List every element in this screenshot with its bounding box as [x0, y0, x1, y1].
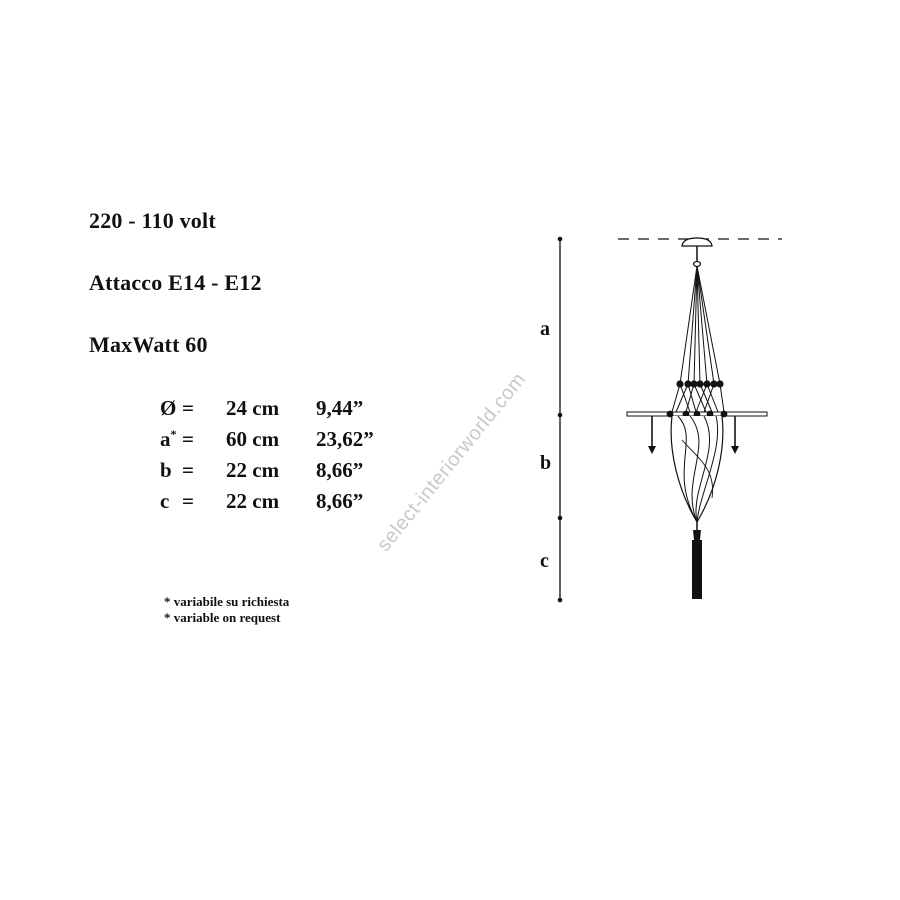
voltage-spec: 220 - 110 volt — [89, 208, 216, 233]
dimension-equals: = — [182, 427, 194, 451]
dimension-cm: 60 cm — [226, 427, 280, 451]
dimension-symbol: c — [160, 489, 170, 513]
dimension-label-b: b — [540, 452, 552, 474]
dimension-equals: = — [182, 458, 194, 482]
dimension-label-c: c — [540, 550, 549, 572]
max-watt-spec: MaxWatt 60 — [89, 332, 208, 357]
footnote-italian: * variabile su richiesta — [164, 594, 290, 609]
dimension-cm: 22 cm — [226, 489, 280, 513]
dimension-cm: 22 cm — [226, 458, 280, 482]
dimension-equals: = — [182, 489, 194, 513]
dimension-inch: 23,62” — [316, 427, 374, 451]
watermark: select-interiorworld.com — [372, 368, 531, 556]
dimension-equals: = — [182, 396, 194, 420]
cord-beads — [676, 380, 723, 387]
tassel — [692, 520, 702, 599]
dimension-cm: 24 cm — [226, 396, 280, 420]
dimension-inch: 9,44” — [316, 396, 364, 420]
socket-spec: Attacco E14 - E12 — [89, 270, 262, 295]
dimension-symbol: Ø — [160, 396, 177, 420]
dimension-label-a: a — [540, 318, 550, 340]
dimension-inch: 8,66” — [316, 489, 364, 513]
suspension-cords — [672, 266, 724, 412]
dimension-asterisk: * — [170, 427, 177, 441]
canopy — [682, 238, 712, 246]
dimension-inch: 8,66” — [316, 458, 364, 482]
dimension-symbol: b — [160, 458, 172, 482]
dimension-symbol-letter: a — [160, 427, 171, 451]
twisted-glass-body — [671, 416, 723, 522]
dimension-line — [558, 237, 563, 603]
footnote-english: * variable on request — [164, 610, 281, 625]
